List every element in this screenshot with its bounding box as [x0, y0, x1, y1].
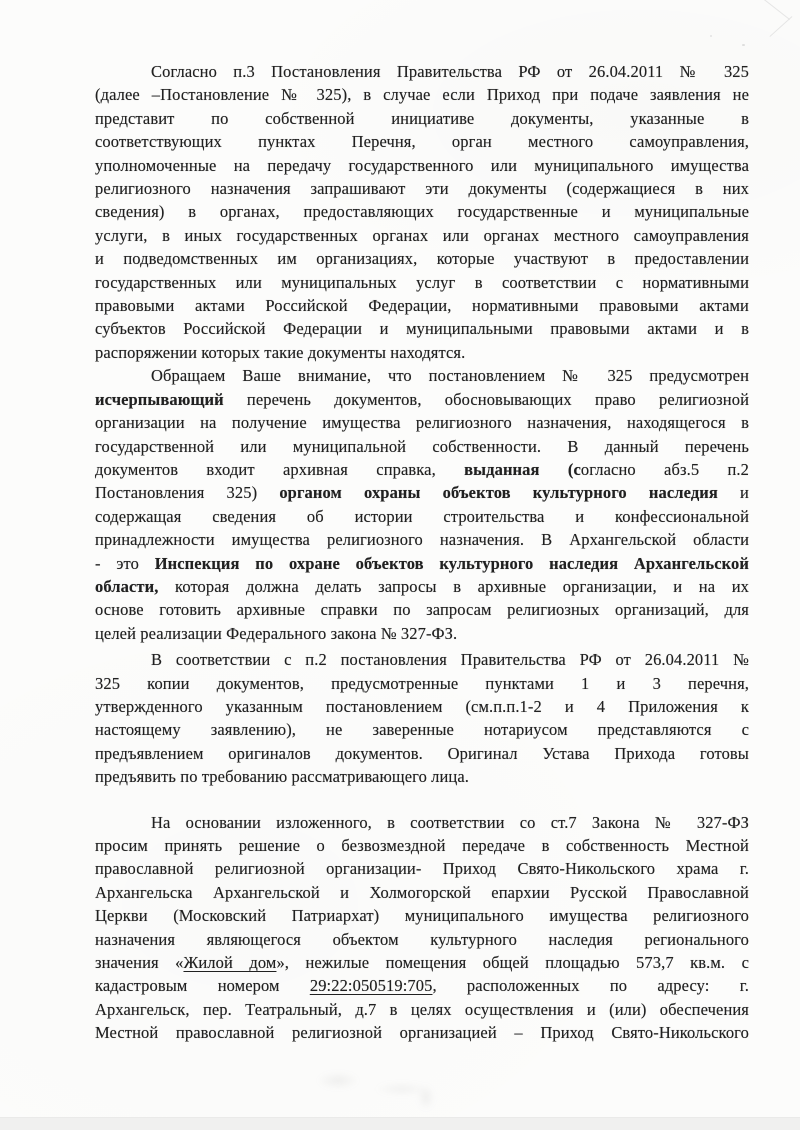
text-segment: предъявить по требованию рассматривающего лица.: [95, 767, 469, 787]
text-segment: », нежилые помещения общей площадью 573,7 кв.м. с: [276, 953, 749, 973]
text-line: [95, 411, 749, 434]
text-line: [95, 998, 749, 1021]
text-line: [95, 648, 749, 671]
text-segment: назначения являющегося объектом культурного наследия регионального: [95, 929, 749, 949]
text-line: [95, 672, 749, 695]
text-line: [95, 341, 749, 364]
text-segment: утвержденного указанным постановлением (см.п.п.1-2 и 4 Приложения к: [95, 696, 749, 716]
text-segment: Жилой дом: [183, 953, 277, 973]
text-segment: кадастровым номером: [95, 976, 310, 996]
text-segment: исчерпывающий: [95, 389, 224, 409]
text-line: [95, 247, 749, 270]
text-line: [95, 974, 749, 997]
text-line: [95, 1021, 749, 1044]
text-segment: которая должна делать запросы в архивные организации, и на их: [158, 576, 749, 596]
text-line: [95, 857, 749, 880]
text-line: [95, 598, 749, 621]
text-segment: религиозного назначения запрашивают эти документы (содержащиеся в них: [95, 179, 749, 199]
text-segment: просим принять решение о безвозмездной передаче в собственность Местной: [95, 836, 749, 855]
text-line: [95, 60, 749, 83]
text-segment: правовыми актами Российской Федерации, нормативными правовыми актами: [95, 296, 749, 316]
text-line: [95, 154, 749, 177]
text-segment: услуги, в иных государственных органах или органах местного самоуправления: [95, 225, 749, 245]
text-segment: Местной православной религиозной организацией – Приход Свято-Никольского: [95, 1023, 749, 1043]
text-segment: органом охраны объектов культурного наследия: [279, 483, 718, 503]
text-segment: и подведомственных им организациях, которые участвуют в предоставлении: [95, 249, 749, 269]
text-segment: целей реализации Федерального закона № 327-ФЗ.: [95, 623, 458, 643]
text-segment: государственной или муниципальной собственности. В данный перечень: [95, 436, 749, 456]
text-segment: (далее –Постановление № 325), в случае если Приход при подаче заявления не: [95, 85, 749, 105]
text-line: [95, 765, 749, 788]
text-line: [95, 575, 749, 598]
text-line: [95, 904, 749, 927]
text-segment: настоящему заявлению), не заверенные нотариусом представляются с: [95, 720, 749, 740]
text-line: [95, 505, 749, 528]
text-line: [95, 435, 749, 458]
text-segment: Инспекция по охране объектов культурного наследия Архангельской: [154, 553, 749, 573]
text-line: [95, 388, 749, 411]
text-segment: уполномоченные на передачу государственного или муниципального имущества: [95, 155, 749, 175]
text-line: [95, 718, 749, 741]
pencil-speck-icon: [710, 35, 712, 37]
text-line: [95, 224, 749, 247]
text-line: [95, 928, 749, 951]
text-line: [95, 951, 749, 974]
text-segment: Церкви (Московский Патриархат) муниципального имущества религиозного: [95, 906, 749, 926]
text-segment: государственных или муниципальных услуг в соответствии с нормативными: [95, 272, 749, 292]
text-segment: субъектов Российской Федерации и муниципальными правовыми актами и в: [95, 319, 749, 339]
text-segment: Обращаем Ваше внимание, что постановлением № 325 предусмотрен: [151, 366, 749, 386]
text-line: [95, 481, 749, 504]
text-line: [95, 317, 749, 340]
text-segment: распоряжении которых такие документы находятся.: [95, 342, 466, 362]
text-line: [95, 83, 749, 106]
text-segment: перечень документов, обосновывающих право религиозной: [223, 389, 749, 409]
text-line: [95, 294, 749, 317]
text-segment: В соответствии с п.2 постановления Правительства РФ от 26.04.2011 №: [151, 650, 749, 670]
pencil-speck-icon: [742, 44, 745, 46]
text-segment: На основании изложенного, в соответствии со ст.7 Закона № 327-ФЗ: [151, 812, 749, 832]
text-line: [95, 130, 749, 153]
text-line: [95, 458, 749, 481]
text-segment: содержащая сведения об истории строительства и конфессиональной: [95, 506, 749, 526]
text-segment: принадлежности имущества религиозного назначения. В Архангельской области: [95, 530, 749, 550]
text-line: [95, 177, 749, 200]
text-segment: - это: [95, 553, 155, 573]
text-segment: соответствующих пунктах Перечня, орган местного самоуправления,: [95, 132, 749, 152]
text-segment: представит по собственной инициативе документы, указанные в: [95, 108, 749, 128]
text-segment: основе готовить архивные справки по запросам религиозных организаций, для: [95, 600, 749, 620]
scanner-edge-band: [0, 1117, 800, 1130]
paragraph: [95, 60, 749, 364]
text-segment: Архангельска Архангельской и Холмогорской епархии Русской Православной: [95, 882, 749, 902]
paragraph: [95, 648, 749, 788]
text-segment: организации на получение имущества религиозного назначения, находящегося в: [95, 413, 749, 433]
text-segment: Архангельск, пер. Театральный, д.7 в целях осуществления и (или) обеспечения: [95, 999, 749, 1019]
text-line: [95, 622, 749, 645]
text-line: [95, 107, 749, 130]
text-segment: 29:22:050519:705: [309, 976, 433, 996]
text-segment: значения «: [95, 953, 184, 973]
text-segment: области,: [95, 576, 159, 596]
text-line: [95, 742, 749, 765]
bleed-through-ghost: [290, 1068, 450, 1110]
paragraph: [95, 364, 749, 645]
text-segment: Постановления 325): [95, 483, 280, 503]
pencil-mark-icon: [756, 0, 790, 20]
text-line: [95, 881, 749, 904]
text-line: [95, 834, 749, 857]
text-segment: документов входит архивная справка,: [95, 459, 465, 479]
text-segment: выданная (с: [464, 459, 581, 479]
text-segment: сведения) в органах, предоставляющих государственные и муниципальные: [95, 202, 749, 222]
text-line: [95, 200, 749, 223]
text-segment: , расположенных по адресу: г.: [432, 976, 749, 996]
text-line: [95, 811, 749, 834]
document-body: [95, 60, 749, 1045]
text-segment: 325 копии документов, предусмотренные пунктами 1 и 3 перечня,: [95, 673, 749, 693]
text-segment: православной религиозной организации- Приход Свято-Никольского храма г.: [95, 859, 749, 879]
text-line: [95, 364, 749, 387]
text-segment: Согласно п.3 Постановления Правительства РФ от 26.04.2011 № 325: [151, 62, 749, 81]
text-segment: и: [717, 483, 749, 503]
text-line: [95, 528, 749, 551]
text-segment: огласно абз.5 п.2: [580, 459, 750, 479]
pencil-mark-icon: [769, 16, 792, 37]
paragraph: [95, 811, 749, 1045]
text-line: [95, 695, 749, 718]
text-segment: предъявлением оригиналов документов. Оригинал Устава Прихода готовы: [95, 743, 749, 763]
text-line: [95, 271, 749, 294]
text-line: [95, 552, 749, 575]
